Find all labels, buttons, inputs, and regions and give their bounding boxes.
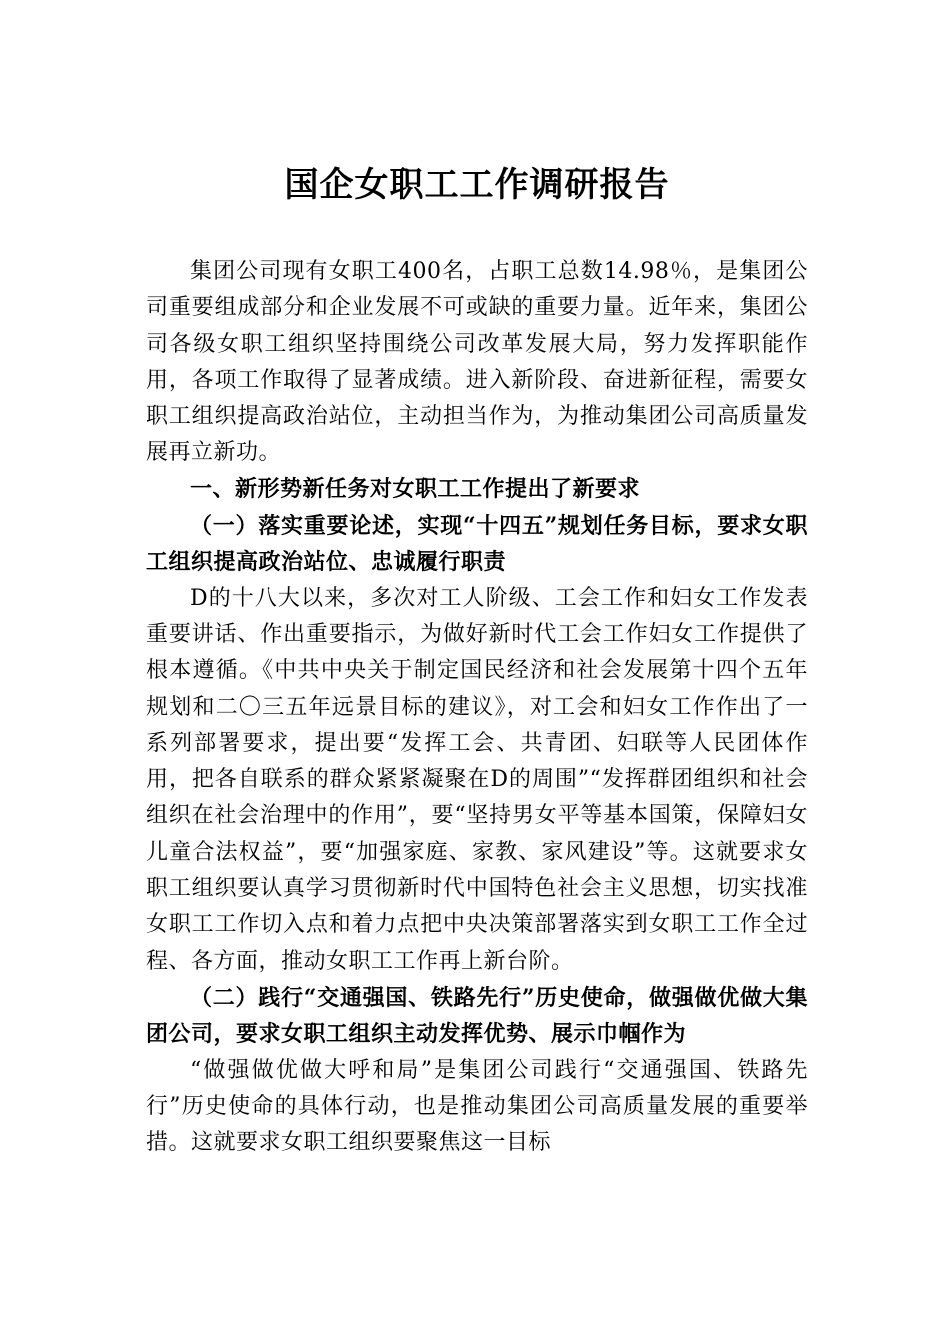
subsection-heading-1: （一）落实重要论述，实现“十四五”规划任务目标，要求女职工组织提高政治站位、忠诚履行职责 [146,513,808,576]
document-body [146,254,808,1161]
subsection-1-paragraph: D的十八大以来，多次对工人阶级、工会工作和妇女工作发表重要讲话、作出重要指示，为做好新时代工会工作妇女工作提供了根本遵循。《中共中央关于制定国民经济和社会发展第十四个五年规划和二〇三五年远景目标的建议》，对工会和妇女工作作出了一系列部署要求，提出要“发挥工会、共青团、妇联等人民团体作用，把各自联系的群众紧紧凝聚在D的周围”“发挥群团组织和社会组织在社会治理中的作用”，要“坚持男女平等基本国策，保障妇女儿童合法权益”，要“加强家庭、家教、家风建设”等。这就要求女职工组织要认真学习贯彻新时代中国特色社会主义思想，切实找准女职工工作切入点和着力点把中央决策部署落实到女职工工作全过程、各方面，推动女职工工作再上新台阶。 [146,585,808,974]
document-title: 国企女职工工作调研报告 [284,165,670,205]
intro-paragraph: 集团公司现有女职工400名，占职工总数14.98％，是集团公司重要组成部分和企业发展不可或缺的重要力量。近年来，集团公司各级女职工组织坚持围绕公司改革发展大局，努力发挥职能作用，各项工作取得了显著成绩。进入新阶段、奋进新征程，需要女职工组织提高政治站位，主动担当作为，为推动集团公司高质量发展再立新功。 [146,259,808,466]
subsection-2-paragraph: “做强做优做大呼和局”是集团公司践行“交通强国、铁路先行”历史使命的具体行动，也是推动集团公司高质量发展的重要举措。这就要求女职工组织要聚焦这一目标 [146,1057,808,1156]
subsection-heading-2: （二）践行“交通强国、铁路先行”历史使命，做强做优做大集团公司，要求女职工组织主动发挥优势、展示巾帼作为 [146,984,808,1048]
section-heading-1: 一、新形势新任务对女职工工作提出了新要求 [190,476,641,502]
